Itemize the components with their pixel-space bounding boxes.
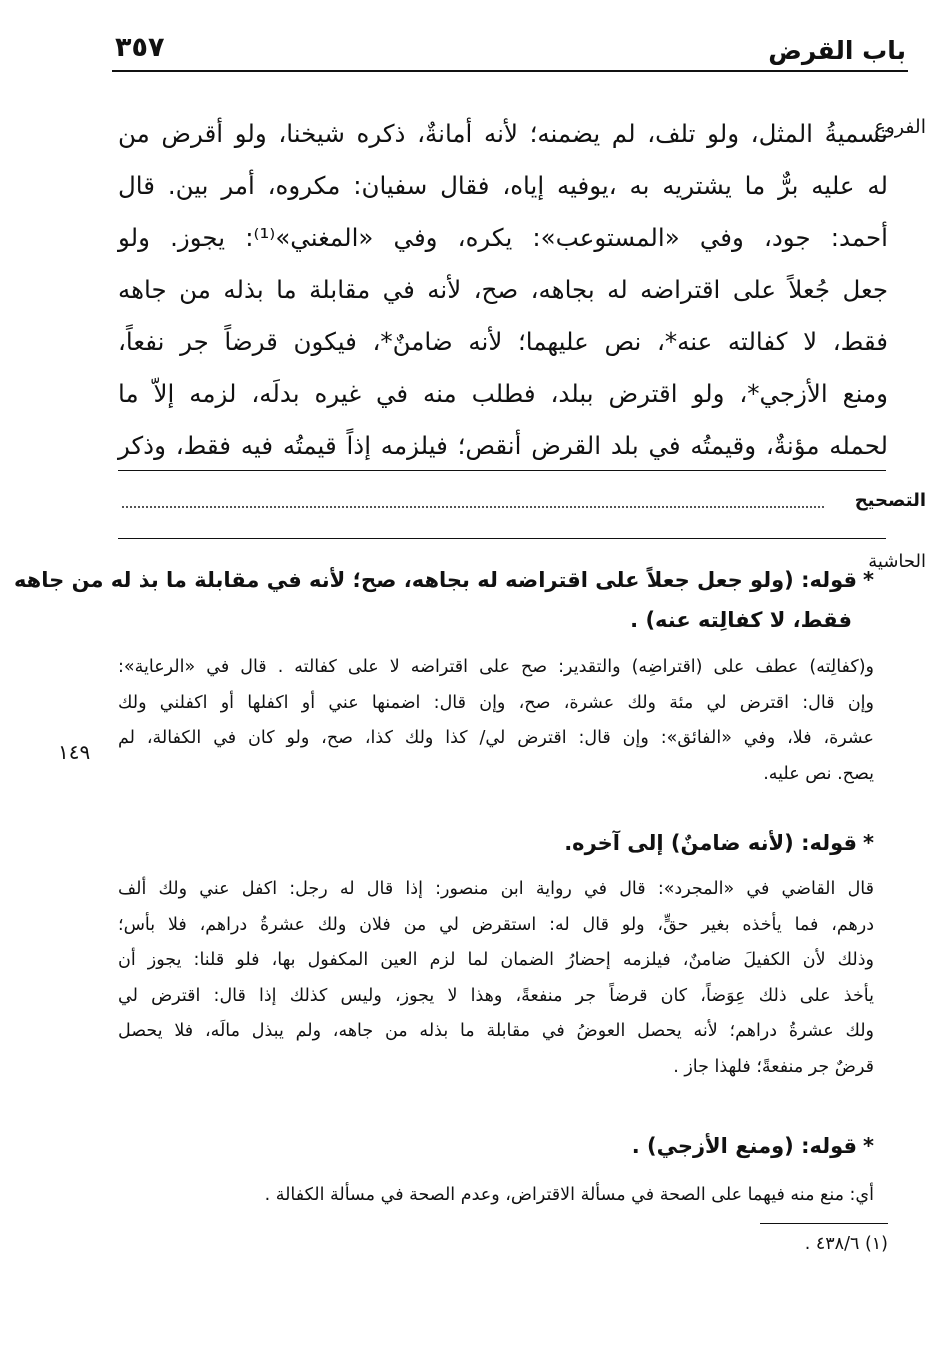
hashiya-explanation	[118, 1178, 874, 1214]
hashiya-explanation	[118, 650, 874, 792]
main-line: ومنع الأزجي*، ولو اقترض ببلد، فطلب منه في غيره بدلَه، لزمه إلاّ ما	[118, 379, 888, 408]
tashih-dotted-line	[122, 506, 824, 508]
hashiya-quote	[118, 1126, 874, 1166]
main-text	[118, 108, 888, 472]
main-line: له عليه برٌّ ما يشتريه به ،يوفيه إياه، فقال سفيان: مكروه، أمر بين. قال	[118, 171, 888, 200]
section-divider	[118, 538, 886, 539]
explanation-line: درهم، فما يأخذه بغير حقٍّ، ولو قال له: استقرض لي من فلان ولك عشرةُ دراهم، فلا بأس؛	[118, 914, 874, 935]
explanation-line: يصح. نص عليه.	[763, 763, 874, 784]
section-divider	[118, 470, 886, 471]
quote-text: قوله: (ومنع الأزجي) .	[631, 1134, 858, 1158]
asterisk-marker: *	[863, 568, 874, 592]
hashiya-quote	[118, 823, 874, 863]
main-line: لحمله مؤنةٌ، وقيمتُه في بلد القرض أنقص؛ فيلزمه إذاً قيمتُه فيه فقط، وذكر	[118, 431, 888, 460]
main-line: تسميةُ المثل، ولو تلف، لم يضمنه؛ لأنه أمانةٌ، ذكره شيخنا، ولو أقرض من	[118, 119, 888, 148]
footnote-rule	[760, 1223, 888, 1224]
main-line: أحمد: جود، وفي «المستوعب»: يكره، وفي «المغني»⁽¹⁾: يجوز. ولو	[118, 223, 888, 252]
explanation-line: قال القاضي في «المجرد»: قال في رواية ابن منصور: إذا قال له رجل: اكفل عني ولك ألف	[118, 879, 874, 899]
quote-text: قوله: (ولو جعل جعلاً على اقتراضه له بجاهه، صح؛ لأنه في مقابلة ما بذ له من جاهه	[13, 568, 858, 592]
hashiya-label: الحاشية	[868, 551, 926, 572]
quote-text: فقط، لا كفالِته عنه) .	[630, 608, 852, 632]
explanation-line: أي: منع منه فيهما على الصحة في مسألة الاقتراض، وعدم الصحة في مسألة الكفالة .	[264, 1185, 874, 1205]
page-number: ٣٥٧	[115, 32, 165, 63]
asterisk-marker: *	[863, 831, 874, 855]
explanation-line: وإن قال: اقترض لي مئة ولك عشرة، صح، وإن قال: اضمنها عني أو اكفلها أو اكفلني ولك	[118, 692, 874, 713]
explanation-line: و(كفالِته) عطف على (اقتراضِه) والتقدير: صح على اقتراضه لا على كفالته . قال في «الرعاية»:	[118, 657, 874, 677]
explanation-line: عشرة، فلا، وفي «الفائق»: وإن قال: اقترض لي/ كذا ولك كذا، صح، ولو كان في الكفالة، لم	[118, 728, 874, 748]
hashiya-page-number: ١٤٩	[58, 740, 91, 764]
main-line: جعل جُعلاً على اقتراضه له بجاهه، صح، لأنه في مقابلة ما بذله من جاهه	[118, 275, 888, 304]
quote-text: قوله: (لأنه ضامنٌ) إلى آخره.	[564, 831, 858, 855]
asterisk-marker: *	[863, 1134, 874, 1158]
hashiya-quote	[13, 560, 874, 640]
explanation-line: ولك عشرةُ دراهم؛ لأنه يحصل العوضُ في مقابلة ما بذله من جاهه، ولم يبذل مالَه، فلا يحصل	[118, 1021, 874, 1041]
chapter-title: باب القرض	[768, 36, 906, 65]
main-line: فقط، لا كفالته عنه*، نص عليهما؛ لأنه ضامنٌ*، فيكون قرضاً جر نفعاً،	[118, 327, 888, 356]
tashih-label: التصحيح	[854, 490, 926, 511]
furu-label: الفروع	[874, 116, 926, 138]
explanation-line: يأخذ على ذلك عِوَضاً، كان قرضاً جر منفعةً، وهذا لا يجوز، وليس كذلك إذا قال: اقترض لي	[118, 985, 874, 1006]
explanation-line: وذلك لأن الكفيلَ ضامنٌ، فيلزمه إحضارُ الضمان لما لزم العين المكفول بها، فلو قلنا: يجوز أن	[118, 950, 874, 970]
hashiya-explanation	[118, 872, 874, 1085]
footnote: (١) ٤٣٨/٦ .	[804, 1234, 888, 1254]
header-rule	[112, 70, 908, 72]
explanation-line: قرضٌ جر منفعةً؛ فلهذا جاز .	[673, 1056, 874, 1077]
